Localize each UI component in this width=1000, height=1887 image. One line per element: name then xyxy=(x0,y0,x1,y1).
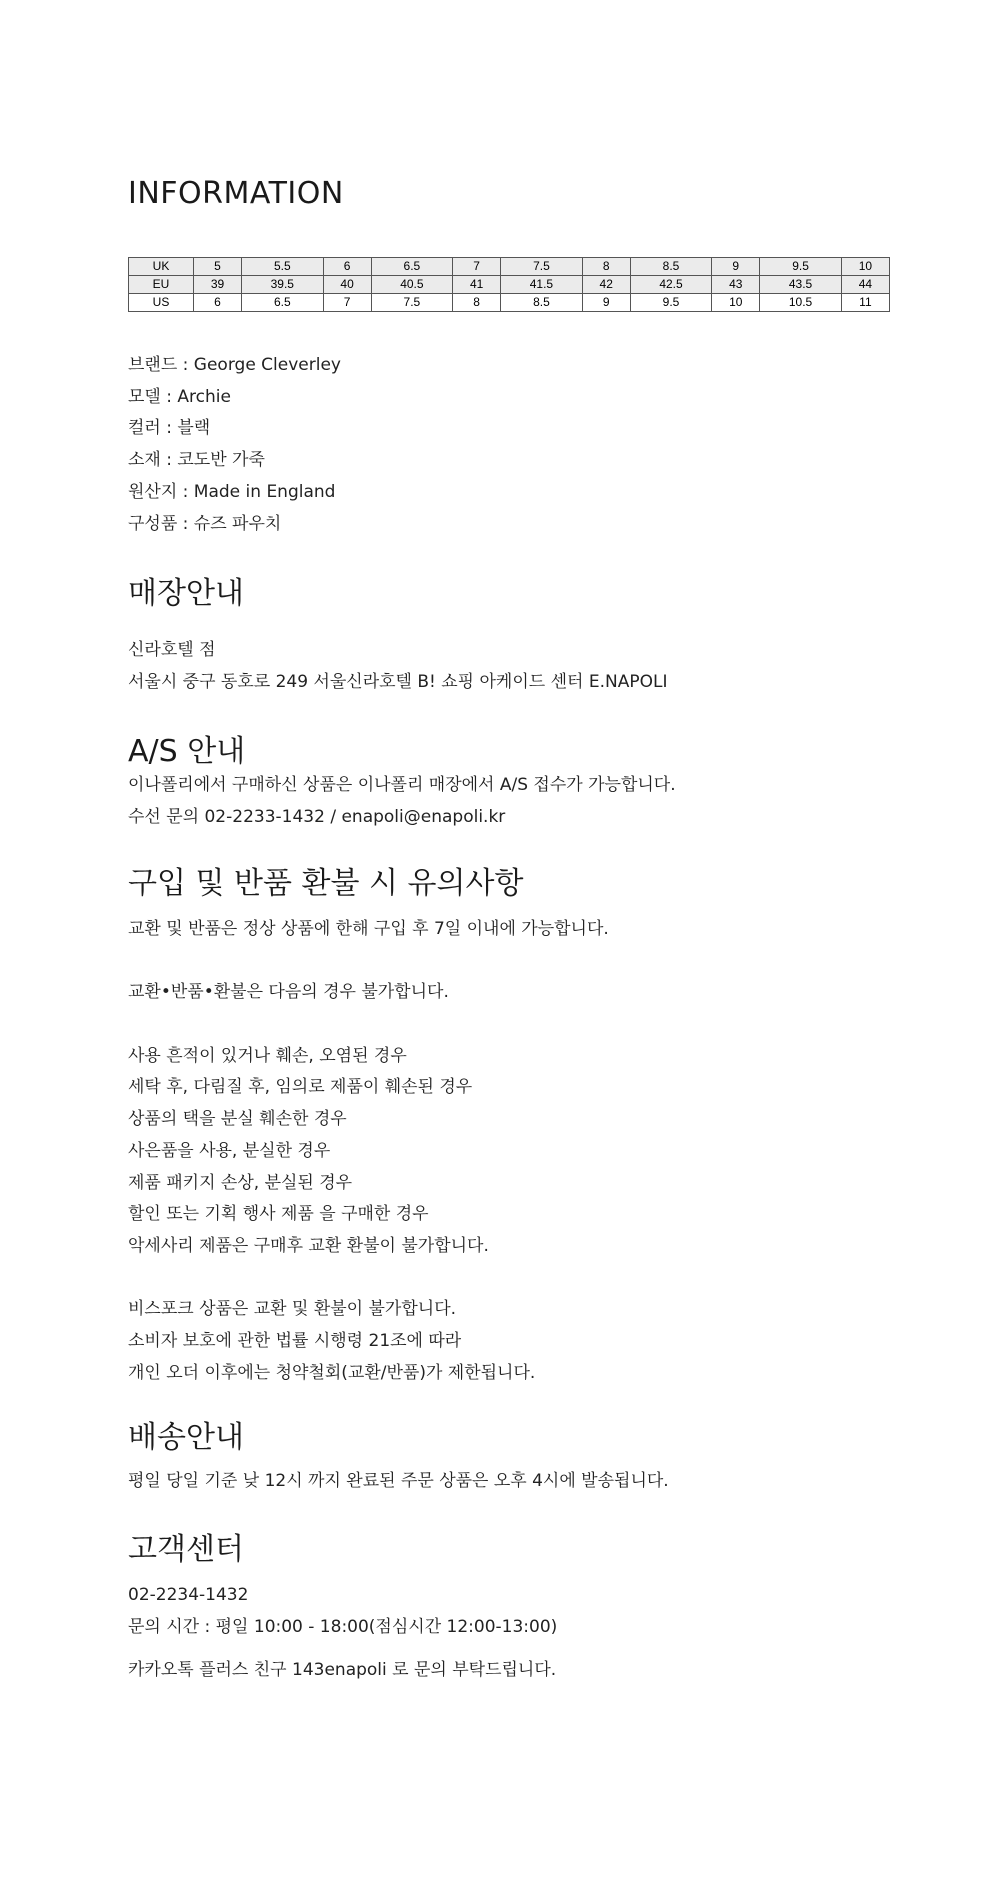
size-cell: 8.5 xyxy=(630,258,712,276)
shipping-text: 평일 당일 기준 낮 12시 까지 완료된 주문 상품은 오후 4시에 발송됩니다. xyxy=(128,1471,669,1491)
product-details xyxy=(128,350,341,540)
size-row-eu xyxy=(129,276,890,294)
size-cell: 40.5 xyxy=(371,276,453,294)
size-row-label: EU xyxy=(129,276,194,294)
customer-kakao: 카카오톡 플러스 친구 143enapoli 로 문의 부탁드립니다. xyxy=(128,1660,557,1681)
size-row-label: UK xyxy=(129,258,194,276)
shipping-section-title: 배송안내 xyxy=(128,1420,244,1455)
refund-line: 상품의 택을 분실 훼손한 경우 xyxy=(128,1109,347,1130)
detail-components: 구성품 : 슈즈 파우치 xyxy=(128,513,282,534)
size-cell: 10.5 xyxy=(760,294,842,312)
information-title: INFORMATION xyxy=(128,176,344,211)
as-contact: 수선 문의 02-2233-1432 / enapoli@enapoli.kr xyxy=(128,806,506,827)
size-cell: 7 xyxy=(453,258,501,276)
size-cell: 8 xyxy=(453,294,501,312)
size-cell: 8.5 xyxy=(501,294,583,312)
shipping-info xyxy=(128,1466,669,1498)
refund-line: 세탁 후, 다림질 후, 임의로 제품이 훼손된 경우 xyxy=(128,1077,473,1098)
size-cell: 9.5 xyxy=(760,258,842,276)
size-cell: 6.5 xyxy=(371,258,453,276)
refund-line: 교환 및 반품은 정상 상품에 한해 구입 후 7일 이내에 가능합니다. xyxy=(128,919,609,939)
size-cell: 7.5 xyxy=(371,294,453,312)
size-cell: 7.5 xyxy=(501,258,583,276)
size-cell: 41.5 xyxy=(501,276,583,294)
size-cell: 5.5 xyxy=(242,258,324,276)
size-cell: 9 xyxy=(712,258,760,276)
refund-line xyxy=(128,1009,609,1041)
size-row-us xyxy=(129,294,890,312)
size-cell: 5 xyxy=(194,258,242,276)
customer-hours: 문의 시간 : 평일 10:00 - 18:00(점심시간 12:00-13:00) xyxy=(128,1616,558,1637)
refund-line: 교환•반품•환불은 다음의 경우 불가합니다. xyxy=(128,982,449,1003)
size-cell: 39.5 xyxy=(242,276,324,294)
detail-material: 소재 : 코도반 가죽 xyxy=(128,450,265,471)
refund-section-title: 구입 및 반품 환불 시 유의사항 xyxy=(128,866,524,901)
size-cell: 42.5 xyxy=(630,276,712,294)
size-cell: 10 xyxy=(712,294,760,312)
size-cell: 6.5 xyxy=(242,294,324,312)
customer-center-info xyxy=(128,1580,557,1687)
size-cell: 41 xyxy=(453,276,501,294)
as-section-title: A/S 안내 xyxy=(128,734,246,769)
size-cell: 43.5 xyxy=(760,276,842,294)
refund-line: 제품 패키지 손상, 분실된 경우 xyxy=(128,1172,353,1193)
detail-brand: 브랜드 : George Cleverley xyxy=(128,355,341,375)
size-cell: 43 xyxy=(712,276,760,294)
size-cell: 8 xyxy=(582,258,630,276)
size-cell: 6 xyxy=(194,294,242,312)
store-info xyxy=(128,636,667,699)
size-cell: 10 xyxy=(841,258,889,276)
size-cell: 40 xyxy=(323,276,371,294)
size-cell: 6 xyxy=(323,258,371,276)
size-cell: 7 xyxy=(323,294,371,312)
customer-center-title: 고객센터 xyxy=(128,1532,244,1567)
as-info xyxy=(128,770,676,833)
size-cell: 11 xyxy=(841,294,889,312)
refund-line: 비스포크 상품은 교환 및 환불이 불가합니다. xyxy=(128,1299,457,1320)
size-cell: 9 xyxy=(582,294,630,312)
size-row-label: US xyxy=(129,294,194,312)
refund-line: 개인 오더 이후에는 청약철회(교환/반품)가 제한됩니다. xyxy=(128,1362,536,1383)
refund-line: 소비자 보호에 관한 법률 시행령 21조에 따라 xyxy=(128,1331,462,1352)
detail-model: 모델 : Archie xyxy=(128,386,231,407)
refund-line: 할인 또는 기획 행사 제품 을 구매한 경우 xyxy=(128,1204,429,1225)
detail-origin: 원산지 : Made in England xyxy=(128,481,336,502)
size-cell: 44 xyxy=(841,276,889,294)
size-chart-table xyxy=(128,257,890,312)
size-cell: 42 xyxy=(582,276,630,294)
size-row-uk xyxy=(129,258,890,276)
detail-color: 컬러 : 블랙 xyxy=(128,418,211,439)
customer-phone: 02-2234-1432 xyxy=(128,1585,249,1605)
refund-line: 악세사리 제품은 구매후 교환 환불이 불가합니다. xyxy=(128,1236,489,1256)
size-cell: 9.5 xyxy=(630,294,712,312)
refund-info xyxy=(128,914,609,1390)
as-line: 이나폴리에서 구매하신 상품은 이나폴리 매장에서 A/S 접수가 가능합니다. xyxy=(128,775,676,795)
refund-line xyxy=(128,1263,609,1295)
refund-line xyxy=(128,946,609,978)
size-cell: 39 xyxy=(194,276,242,294)
store-section-title: 매장안내 xyxy=(128,576,244,611)
store-name: 신라호텔 점 xyxy=(128,640,216,660)
store-address: 서울시 중구 동호로 249 서울신라호텔 B! 쇼핑 아케이드 센터 E.NAPOLI xyxy=(128,671,668,692)
refund-line: 사용 흔적이 있거나 훼손, 오염된 경우 xyxy=(128,1045,407,1066)
refund-line: 사은품을 사용, 분실한 경우 xyxy=(128,1140,331,1161)
